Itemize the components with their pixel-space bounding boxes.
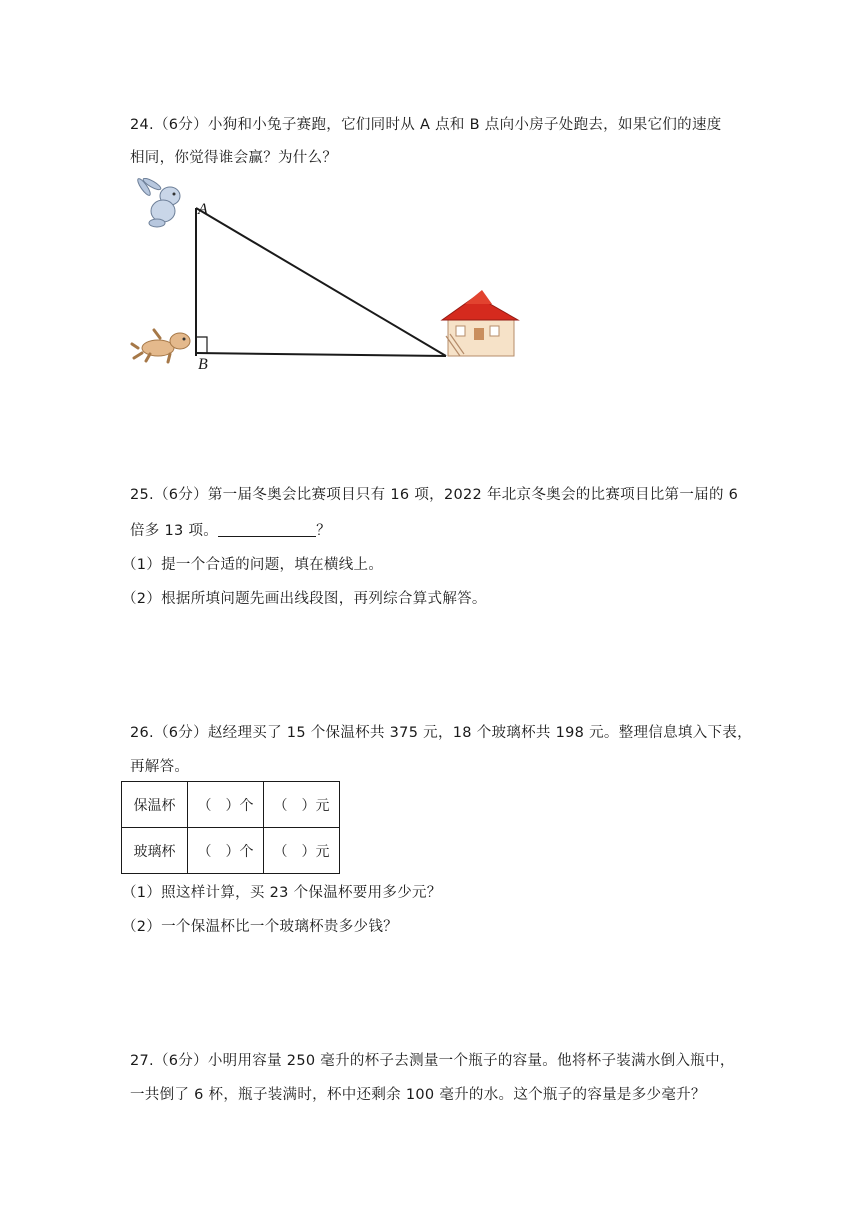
count-blank-cell[interactable]: （ ）个 [188,828,264,874]
q24-text-line2: 相同，你觉得谁会赢？为什么？ [130,150,338,166]
q25-sub-question-1: （1）提一个合适的问题，填在横线上。 [122,557,384,573]
table-row [122,828,340,874]
race-triangle-figure [130,178,530,378]
price-blank-cell[interactable]: （ ）元 [264,782,340,828]
q25-text-line1: 25.（6分）第一届冬奥会比赛项目只有 16 项，2022 年北京冬奥会的比赛项目比第一届的 6 [130,487,739,503]
point-b-label: B [198,356,208,373]
q25-sub-question-2: （2）根据所填问题先画出线段图，再列综合算式解答。 [122,591,487,607]
q25-text-line2 [130,519,331,540]
price-blank-cell[interactable]: （ ）元 [264,828,340,874]
dog-icon [132,330,190,362]
count-blank-cell[interactable]: （ ）个 [188,782,264,828]
q25-line2-suffix: ？ [316,523,331,539]
point-a-label: A [198,201,208,218]
q24-text-line1: 24.（6分）小狗和小兔子赛跑，它们同时从 A 点和 B 点向小房子处跑去，如果它们的速度 [130,117,722,133]
q27-text-line2: 一共倒了 6 杯，瓶子装满时，杯中还剩余 100 毫升的水。这个瓶子的容量是多少毫升？ [130,1087,706,1103]
q25-line2-prefix: 倍多 13 项。 [130,523,219,539]
q26-text-line2: 再解答。 [130,759,190,775]
q27-text-line1: 27.（6分）小明用容量 250 毫升的杯子去测量一个瓶子的容量。他将杯子装满水倒入瓶中， [130,1053,735,1069]
q26-sub-question-2: （2）一个保温杯比一个玻璃杯贵多少钱？ [122,919,398,935]
rabbit-icon [136,178,180,227]
q26-text-line1: 26.（6分）赵经理买了 15 个保温杯共 375 元，18 个玻璃杯共 198 元。整理信息填入下表， [130,725,752,741]
house-icon [442,290,518,356]
table-row [122,782,340,828]
q26-sub-question-1: （1）照这样计算，买 23 个保温杯要用多少元？ [122,885,442,901]
cup-info-table [121,781,340,874]
row-name-cell: 保温杯 [122,782,188,828]
row-name-cell: 玻璃杯 [122,828,188,874]
q25-answer-blank[interactable] [218,522,316,537]
right-angle-mark [196,337,207,353]
